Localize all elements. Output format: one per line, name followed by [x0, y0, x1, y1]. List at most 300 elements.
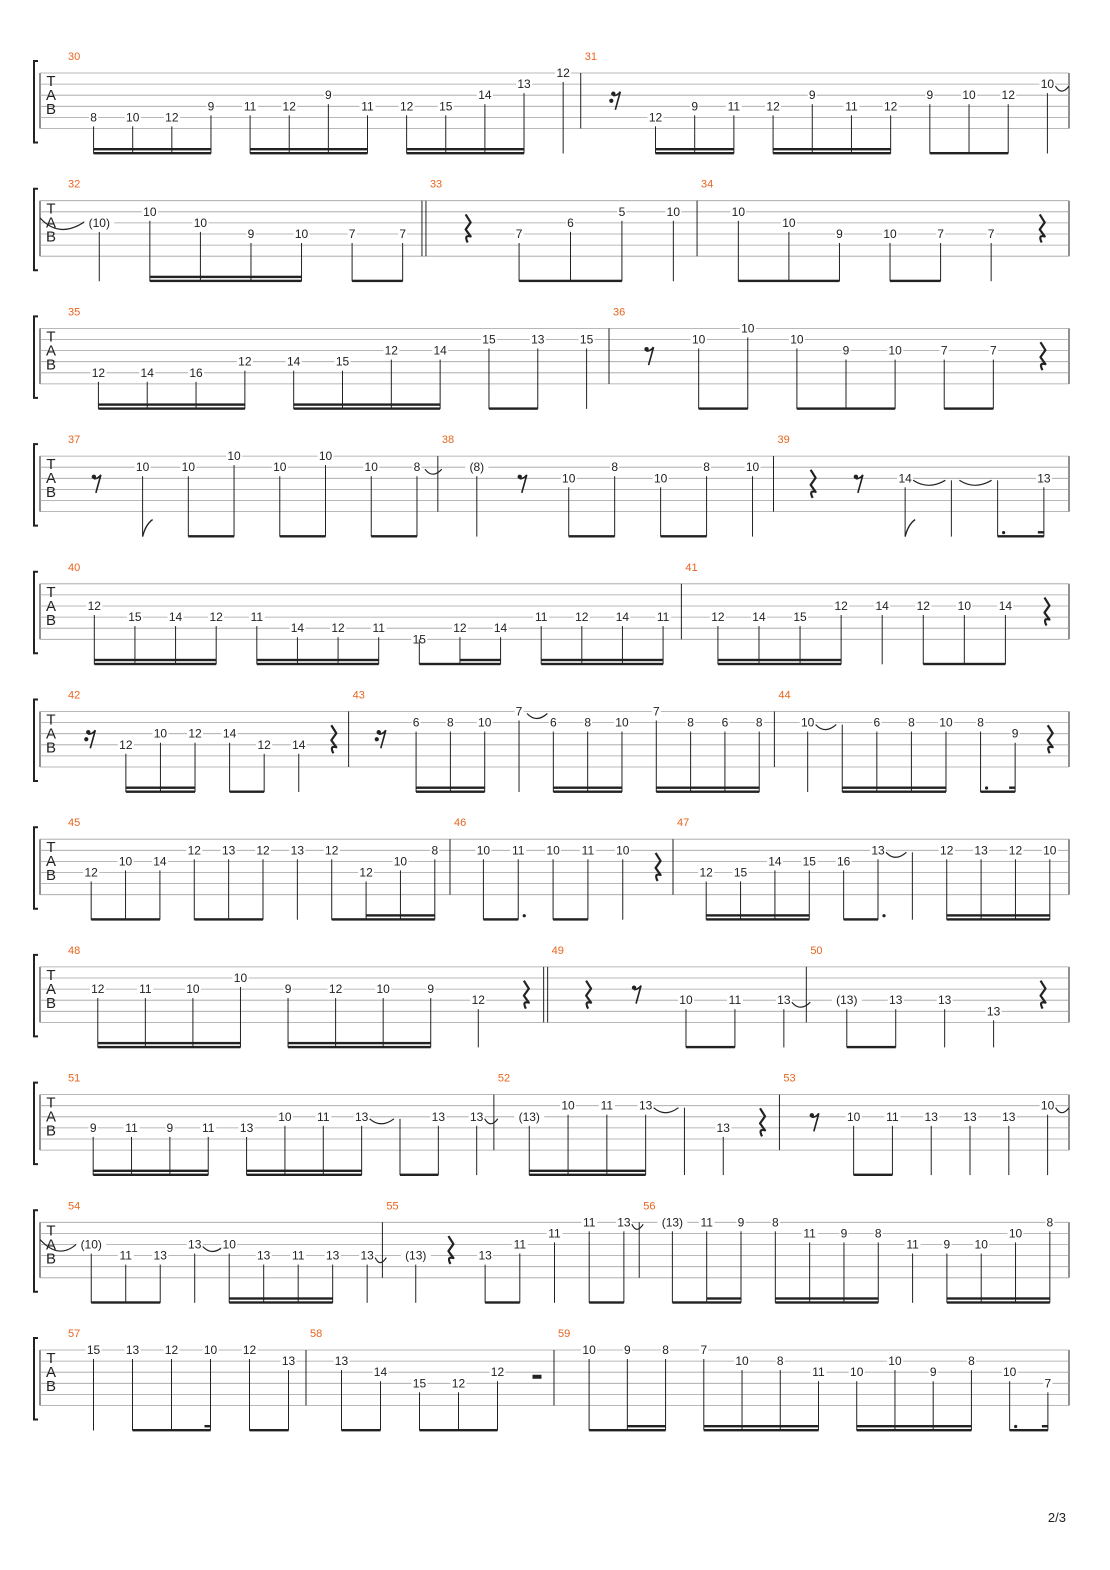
fret-number: 10 [615, 715, 629, 730]
tab-clef-letter: A [45, 87, 57, 104]
tab-system [34, 306, 1069, 409]
measure [774, 434, 1052, 537]
secondary-beam [126, 787, 161, 789]
measure-number: 37 [68, 434, 81, 447]
fret-number: 10 [800, 715, 815, 730]
secondary-beam [981, 1297, 1015, 1299]
secondary-beam [1016, 1297, 1050, 1299]
fret-number: 6 [873, 715, 881, 730]
secondary-beam [98, 403, 147, 405]
beam [656, 152, 734, 154]
tab-clef-letter: B [45, 228, 57, 246]
measure [68, 51, 571, 154]
beam [250, 152, 367, 154]
tie [632, 1224, 643, 1229]
tab-clef-letter: B [45, 101, 57, 118]
beam [91, 918, 160, 920]
fret-number: 12 [188, 726, 202, 741]
beam [857, 1429, 972, 1431]
measure [68, 434, 442, 537]
beam [944, 407, 993, 409]
duration-dot [985, 786, 988, 789]
quarter-rest [466, 214, 471, 242]
beam [483, 918, 518, 920]
fret-number: 10 [233, 971, 248, 985]
tie [485, 1119, 498, 1124]
fret-number: 12 [766, 99, 780, 114]
measure-number: 48 [68, 944, 81, 957]
beam [98, 407, 244, 409]
beam [890, 280, 941, 282]
fret-number: 10 [741, 321, 755, 336]
measure-number: 31 [584, 51, 597, 63]
fret-number: 8 [874, 1226, 882, 1241]
fret-number: 12 [91, 982, 105, 997]
fret-number: 13 [470, 1109, 484, 1124]
fret-number: 12 [331, 621, 345, 636]
tie [425, 469, 442, 474]
beam [247, 1174, 362, 1176]
fret-number: 8 [703, 460, 710, 475]
measure [774, 690, 1052, 793]
beam [569, 535, 615, 537]
measure-number: 34 [701, 178, 714, 191]
tie [203, 1247, 223, 1252]
secondary-beam [251, 276, 302, 278]
fret-number: 10 [222, 1237, 236, 1252]
system-bracket [34, 572, 38, 654]
measure-number: 54 [68, 1200, 81, 1213]
fret-number: 9 [691, 99, 699, 114]
secondary-beam [877, 787, 912, 789]
measure [349, 690, 764, 793]
fret-number: 11 [250, 610, 264, 625]
system-bracket [34, 189, 38, 271]
fret-number: 11 [201, 1120, 215, 1135]
fret-number: 10 [1040, 77, 1055, 92]
measure-number: 38 [441, 434, 455, 447]
secondary-beam [93, 1170, 131, 1172]
measure [639, 1200, 1054, 1303]
secondary-beam [294, 403, 343, 405]
quarter-rest [1044, 598, 1049, 626]
fret-number: 13 [257, 1248, 271, 1263]
measure [422, 179, 681, 282]
fret-number: 13 [937, 993, 952, 1008]
fret-number: 8 [431, 843, 439, 858]
fret-number: 12 [84, 865, 98, 880]
measure-number: 41 [685, 561, 698, 574]
beam [930, 152, 1008, 154]
secondary-beam [741, 914, 775, 916]
beam [132, 1429, 210, 1431]
fret-number: 11 [600, 1098, 614, 1113]
secondary-beam [844, 1297, 878, 1299]
secondary-beam [851, 148, 890, 150]
tab-clef-letter: A [45, 1108, 57, 1126]
fret-number: 13 [871, 843, 885, 858]
fret-number: 10 [974, 1237, 988, 1252]
system-bracket [34, 827, 38, 909]
secondary-beam [707, 1297, 741, 1299]
beam [738, 280, 839, 282]
fret-number: 13 [188, 1237, 202, 1252]
tab-system [34, 690, 1069, 793]
secondary-beam [170, 1170, 208, 1172]
fret-number: 12 [164, 1343, 179, 1357]
fret-number: 13 [221, 843, 236, 858]
duration-dot [882, 914, 885, 917]
system-bracket [34, 700, 38, 782]
beam [98, 1046, 241, 1048]
fret-number: (10) [88, 215, 110, 230]
fret-number: 10 [888, 343, 902, 358]
beam [923, 663, 1005, 665]
secondary-beam [691, 787, 725, 789]
tab-clef-letter: T [46, 73, 56, 90]
fret-number: 8 [771, 1215, 779, 1230]
tab-clef-letter: A [45, 470, 57, 488]
measure [68, 945, 529, 1048]
fret-number: 13 [153, 1248, 167, 1263]
fret-number: 9 [1011, 726, 1019, 741]
fret-number: 9 [929, 1365, 937, 1380]
fret-number: 6 [567, 215, 574, 230]
measure [450, 817, 661, 920]
beam [699, 407, 748, 409]
secondary-beam [485, 148, 524, 150]
secondary-beam [947, 914, 981, 916]
secondary-beam [407, 148, 446, 150]
beam [1010, 1429, 1048, 1431]
measure-number: 36 [613, 306, 626, 319]
beam [589, 1429, 665, 1431]
tab-clef-letter: A [45, 1364, 57, 1381]
measure [806, 945, 1045, 1048]
tab-system [34, 51, 1069, 154]
fret-number: 8 [662, 1343, 669, 1357]
system-bracket [34, 1338, 38, 1420]
fret-number: 8 [1046, 1215, 1054, 1230]
fret-number: 14 [998, 599, 1013, 613]
fret-number: 11 [581, 843, 595, 858]
fret-number: 13 [290, 843, 305, 858]
fret-number: 11 [886, 1109, 899, 1124]
secondary-beam [323, 1170, 361, 1172]
fret-number: 9 [836, 227, 843, 241]
beam [589, 1301, 624, 1303]
measure [673, 817, 1058, 920]
fret-number: 13 [354, 1109, 369, 1124]
secondary-beam [842, 787, 877, 789]
secondary-beam [133, 148, 172, 150]
fret-number: 14 [898, 471, 912, 486]
fret-number: 11 [656, 610, 670, 625]
fret-number: 14 [292, 737, 306, 752]
fret-number: 15 [482, 332, 496, 347]
measure [779, 1073, 1069, 1176]
beam [519, 280, 622, 282]
secondary-beam [135, 659, 176, 661]
fret-number: 14 [433, 343, 447, 358]
tab-clef-letter: B [45, 484, 57, 502]
secondary-beam [416, 787, 450, 789]
measure-number: 58 [309, 1328, 323, 1340]
fret-number: 9 [840, 1226, 848, 1241]
measure [68, 690, 336, 793]
beam [842, 791, 946, 793]
fret-number: 16 [836, 854, 851, 869]
secondary-beam [298, 1297, 332, 1299]
fret-number: 15 [412, 1376, 427, 1391]
measure-number: 44 [778, 689, 791, 702]
fret-number: 10 [731, 204, 746, 219]
secondary-beam [706, 914, 740, 916]
beam [249, 1429, 288, 1431]
measure [494, 1073, 765, 1176]
fret-number: 10 [939, 715, 953, 730]
fret-number: 12 [556, 66, 570, 80]
fret-number: (13) [405, 1248, 427, 1263]
secondary-beam [132, 1170, 170, 1172]
fret-number: 15 [128, 610, 142, 625]
secondary-beam [297, 659, 338, 661]
fret-number: 12 [328, 982, 343, 997]
fret-number: 10 [181, 460, 196, 475]
fret-number: 12 [165, 110, 179, 125]
secondary-beam [247, 1170, 285, 1172]
fret-number: 16 [189, 365, 203, 380]
beam [797, 407, 895, 409]
fret-number: 12 [490, 1365, 505, 1380]
measure-number: 52 [497, 1072, 511, 1085]
measure [306, 1328, 541, 1431]
beam [150, 280, 302, 282]
fret-number: 11 [125, 1120, 138, 1135]
fret-number: 12 [453, 621, 467, 636]
measure [697, 179, 1045, 282]
beam [998, 535, 1044, 537]
secondary-beam [343, 403, 392, 405]
fret-number: 9 [207, 99, 215, 114]
beam [400, 1174, 438, 1176]
beam [775, 1301, 878, 1303]
fret-number: 10 [561, 1098, 575, 1113]
fret-number: 14 [373, 1365, 388, 1380]
fret-number: 14 [478, 88, 492, 103]
partial-beam [1042, 1425, 1048, 1427]
measure-number: 53 [783, 1072, 796, 1085]
secondary-beam [391, 403, 440, 405]
fret-number: 10 [476, 843, 491, 858]
secondary-beam [656, 148, 695, 150]
secondary-beam [460, 659, 501, 661]
fret-number: 13 [125, 1343, 140, 1357]
tab-system [34, 1073, 1069, 1176]
beam [854, 1174, 893, 1176]
fret-number: 8 [776, 1354, 784, 1369]
fret-number: 12 [940, 843, 954, 858]
measure-number: 33 [429, 178, 443, 191]
beam [257, 663, 379, 665]
fret-number: 12 [282, 99, 296, 114]
fret-number: 13 [924, 1109, 938, 1124]
fret-number: 11 [727, 99, 741, 114]
fret-number: 10 [850, 1365, 864, 1380]
beam [352, 280, 403, 282]
beam [416, 791, 485, 793]
tab-clef-letter: T [46, 966, 56, 984]
quarter-rest [331, 725, 336, 753]
quarter-rest [656, 853, 661, 881]
tab-system [34, 1328, 1069, 1431]
fret-number: 13 [281, 1354, 296, 1369]
fret-number: 10 [203, 1343, 218, 1357]
secondary-beam [450, 787, 484, 789]
beam [553, 791, 622, 793]
fret-number: 12 [883, 99, 898, 114]
fret-number: 7 [987, 227, 995, 241]
secondary-beam [328, 148, 367, 150]
fret-number: 13 [1002, 1109, 1016, 1124]
beam [188, 535, 234, 537]
tab-clef-letter: B [45, 611, 57, 629]
beam [194, 918, 263, 920]
fret-number: 11 [291, 1248, 305, 1263]
beam [541, 663, 663, 665]
fret-number: 10 [616, 843, 630, 858]
fret-number: 11 [548, 1226, 561, 1241]
fret-number: (8) [469, 460, 485, 475]
fret-number: 12 [916, 599, 930, 613]
secondary-beam [147, 403, 196, 405]
measure-number: 55 [386, 1200, 399, 1213]
fret-number: 12 [699, 865, 713, 880]
tab-clef-letter: T [46, 1222, 56, 1240]
measure-number: 45 [68, 817, 81, 830]
tie [959, 480, 991, 485]
fret-number: 14 [168, 610, 183, 625]
system-bracket [34, 61, 38, 143]
fret-number: 9 [89, 1120, 97, 1135]
secondary-beam [200, 276, 251, 278]
fret-number: 12 [648, 110, 663, 125]
secondary-beam [193, 1042, 241, 1044]
tab-clef-letter: A [45, 725, 57, 743]
measure [681, 562, 1049, 665]
fret-number: 12 [359, 865, 373, 880]
fret-number: 11 [513, 1237, 527, 1252]
fret-number: 8 [968, 1354, 975, 1369]
secondary-beam [1015, 914, 1049, 916]
fret-number: 9 [325, 88, 332, 103]
partial-beam [1038, 531, 1044, 533]
fret-number: 13 [716, 1120, 730, 1135]
fret-number: 11 [139, 982, 152, 997]
measure-number: 43 [352, 689, 365, 702]
fret-number: 9 [284, 982, 292, 997]
tab-clef-letter: T [46, 839, 56, 857]
fret-number: 10 [153, 726, 168, 741]
fret-number: 10 [790, 332, 804, 347]
fret-number: 12 [399, 99, 414, 114]
fret-number: 10 [653, 471, 668, 486]
fret-number: 9 [926, 88, 934, 103]
fret-number: 15 [439, 99, 453, 114]
tie [913, 480, 945, 485]
duration-dot [523, 914, 526, 917]
tab-system [34, 179, 1069, 282]
beam [91, 1301, 160, 1303]
fret-number: 14 [768, 854, 782, 869]
beam [93, 1174, 208, 1176]
secondary-beam [895, 1425, 933, 1427]
fret-number: 10 [227, 449, 241, 464]
fret-number: 9 [842, 343, 850, 358]
secondary-beam [588, 787, 622, 789]
beam [280, 535, 326, 537]
measure-number: 40 [68, 561, 81, 574]
fret-number: 13 [517, 77, 531, 92]
fret-number: (13) [836, 993, 858, 1008]
beam [553, 918, 588, 920]
fret-number: 12 [242, 1343, 257, 1357]
fret-number: 12 [1008, 843, 1023, 858]
secondary-beam [622, 659, 663, 661]
beam [229, 1301, 332, 1303]
secondary-beam [400, 914, 434, 916]
fret-number: 10 [691, 332, 706, 347]
eighth-flag [143, 520, 153, 537]
tab-clef-letter: T [46, 328, 56, 346]
measure-number: 46 [453, 817, 467, 830]
fret-number: 9 [808, 88, 816, 103]
fret-number: 9 [943, 1237, 951, 1252]
fret-number: 10 [135, 460, 150, 475]
secondary-beam [336, 1042, 384, 1044]
fret-number: 10 [883, 227, 897, 241]
fret-number: 12 [187, 843, 201, 858]
measure-number: 57 [68, 1328, 81, 1340]
fret-number: 5 [618, 204, 626, 219]
measure [581, 51, 1069, 154]
secondary-beam [607, 1170, 646, 1172]
fret-number: 7 [989, 343, 997, 358]
fret-number: 13 [974, 843, 988, 858]
beam [947, 1301, 1050, 1303]
fret-number: 10 [666, 204, 681, 219]
beam [489, 407, 538, 409]
secondary-beam [446, 148, 485, 150]
fret-number: 11 [582, 1215, 596, 1230]
tie [375, 1258, 386, 1263]
tie [1055, 86, 1069, 91]
measure-number: 39 [777, 434, 790, 447]
beam [371, 535, 417, 537]
fret-number: 7 [515, 227, 523, 241]
measure-number: 35 [68, 306, 81, 319]
fret-number: 11 [512, 843, 525, 858]
tab-clef-letter: B [45, 867, 57, 885]
secondary-beam [800, 659, 841, 661]
fret-number: 12 [1001, 88, 1015, 103]
fret-number: 13 [531, 332, 545, 347]
partial-beam [1009, 787, 1015, 789]
secondary-beam [582, 659, 623, 661]
fret-number: 10 [582, 1343, 596, 1357]
beam [704, 1429, 819, 1431]
tab-clef-letter: B [45, 1122, 57, 1140]
